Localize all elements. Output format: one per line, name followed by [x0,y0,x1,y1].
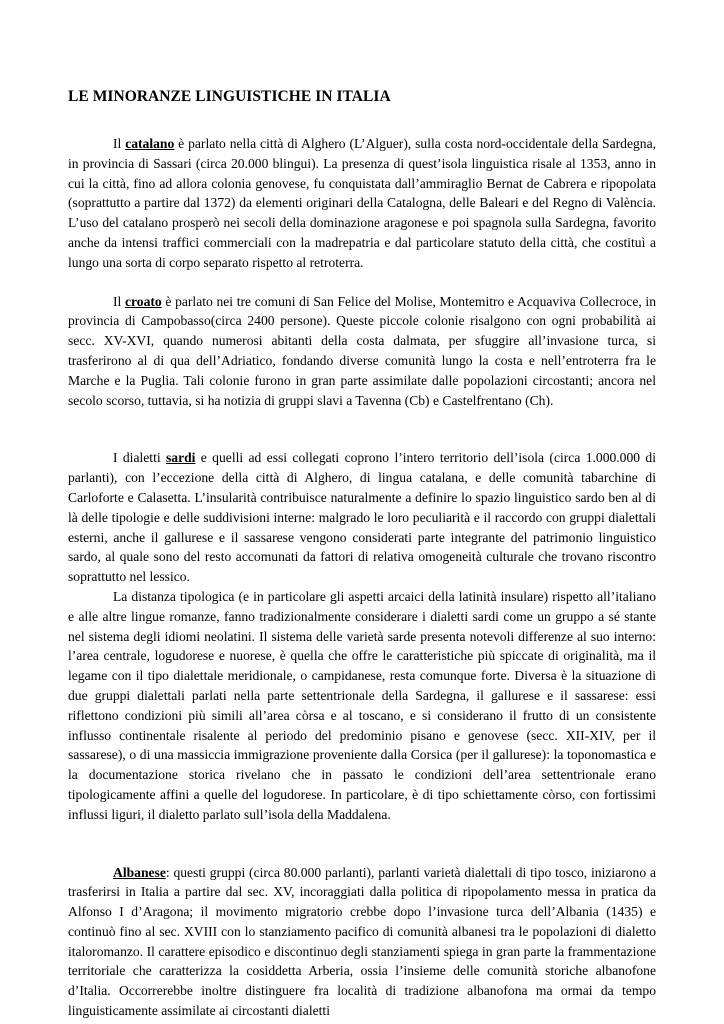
keyword-croato: croato [124,293,162,309]
keyword-albanese: Albanese [113,864,166,880]
paragraph-text: è parlato nella città di Alghero (L’Alguer), sulla costa nord-occidentale della Sardegna, in provincia di Sassari (circa 20.000 blingui). La presenza di quest’isola linguistica risale al 1353, anno in cui la città, fino ad allora colonia genovese, fu conquistata dall’ammiraglio Bernat de Cabrera e ripopolata (soprattutto a partire dal 1372) da elementi originari della Catalogna, delle Baleari e del Regno di València. L’uso del catalano prosperò nei secoli della dominazione aragonese e poi spagnola sulla Sardegna, favorito anche da intensi traffici commerciali con la madrepatria e dal particolare statuto della città, che costituì a lungo una sorta di corpo separato rispetto al retroterra. [68,136,657,270]
keyword-sardi: sardi [165,450,196,466]
page-title: LE MINORANZE LINGUISTICHE IN ITALIA [68,88,391,105]
paragraph-sardi [68,448,656,587]
keyword-catalano: catalano [125,136,175,151]
paragraph-spacer [68,410,656,448]
paragraph-spacer [68,273,656,292]
paragraph-lead: I dialetti [113,450,166,466]
paragraph-text: e quelli ad essi collegati coprono l’intero territorio dell’isola (circa 1.000.000 di parlanti), con l’eccezione della città di Alghero, di lingua catalana, e delle comunità tabarchine di Carloforte e Calasetta. L’insularità contribuisce naturalmente a definire lo spazio linguistico sardo ben al di là delle tipologie e delle suddivisioni interne: malgrado le loro peculiarità e il raccordo con gruppi dialettali esterni, anche il gallurese e il sassarese vengono considerati parte integrante del patrimonio linguistico sardo, al quale sono del resto accomunati da fattori di relativa omogeneità culturale che trovano riscontro soprattutto nel lessico. [68,450,656,585]
paragraph-spacer [68,825,656,863]
paragraph-croato [68,292,656,411]
paragraph-text: è parlato nei tre comuni di San Felice del Molise, Montemitro e Acquaviva Collecroce, in provincia di Campobasso(circa 2400 persone). Queste piccole colonie risalgono con ogni probabilità ai secc. XV-XVI, quando numerosi abitanti della costa dalmata, per sfuggire all’invasione turca, si trasferirono al di qua dell’Adriatico, fondando diverse comunità lungo la costa e nell’entroterra fra le Marche e la Puglia. Tali colonie furono in gran parte assimilate dalle popolazioni circostanti; ancora nel secolo scorso, tuttavia, si ha notizia di gruppi slavi a Tavenna (Cb) e Castelfrentano (Ch). [68,293,657,408]
paragraph-lead: Il [113,293,125,309]
document-page [68,88,656,1021]
paragraph-sardi-continuation: La distanza tipologica (e in particolare gli aspetti arcaici della latinità insulare) rispetto all’italiano e alle altre lingue romanze, fanno tradizionalmente considerare i dialetti sardi come un gruppo a sé stante nel sistema degli idiomi neolatini. Il sistema delle varietà sarde presenta notevoli differenze al suo interno: l’area centrale, logudorese e nuorese, è quella che offre le caratteristiche più spiccate di originalità, ma il legame con il tipo dialettale meridionale, o campidanese, resta comunque forte. Diversa è la situazione di due gruppi dialettali parlati nella parte settentrionale della Sardegna, il gallurese e il sassarese: essi riflettono condizioni più simili all’area còrsa e al toscano, e si considerano il frutto di un consistente influsso continentale risalente al periodo del predominio pisano e genovese (secc. XII-XIV, per il sassarese), o di una massiccia immigrazione proveniente dalla Corsica (per il gallurese): la toponomastica e la documentazione storica rivelano che in passato le condizioni dell’area settentrionale erano tipologicamente affini a quelle del logudorese. In particolare, è di tipo schiettamente còrso, con fortissimi influssi liguri, il dialetto parlato sull’isola della Maddalena. [68,588,656,822]
paragraph-lead: Il [113,136,126,151]
paragraph-albanese [68,863,656,1021]
paragraph-catalano [68,134,656,273]
paragraph-text: : questi gruppi (circa 80.000 parlanti), parlanti varietà dialettali di tipo tosco, iniziarono a trasferirsi in Italia a partire dal sec. XV, incoraggiati dalla politica di ripopolamento messa in pratica da Alfonso I d’Aragona; il movimento migratorio crebbe dopo l’invasione turca dell’Albania (1435) e continuò fino al sec. XVIII con lo stanziamento pacifico di comunità albanesi tra le popolazioni di dialetto italoromanzo. Il carattere episodico e discontinuo degli stanziamenti spiega in gran parte la frammentazione territoriale che caratterizza la cosiddetta Arberia, ossia l’insieme delle comunità storiche albanofone d’Italia. Occorrerebbe inoltre distinguere fra località di tradizione albanofona ma ormai da tempo linguisticamente assimilate ai circostanti dialetti [68,864,656,1019]
